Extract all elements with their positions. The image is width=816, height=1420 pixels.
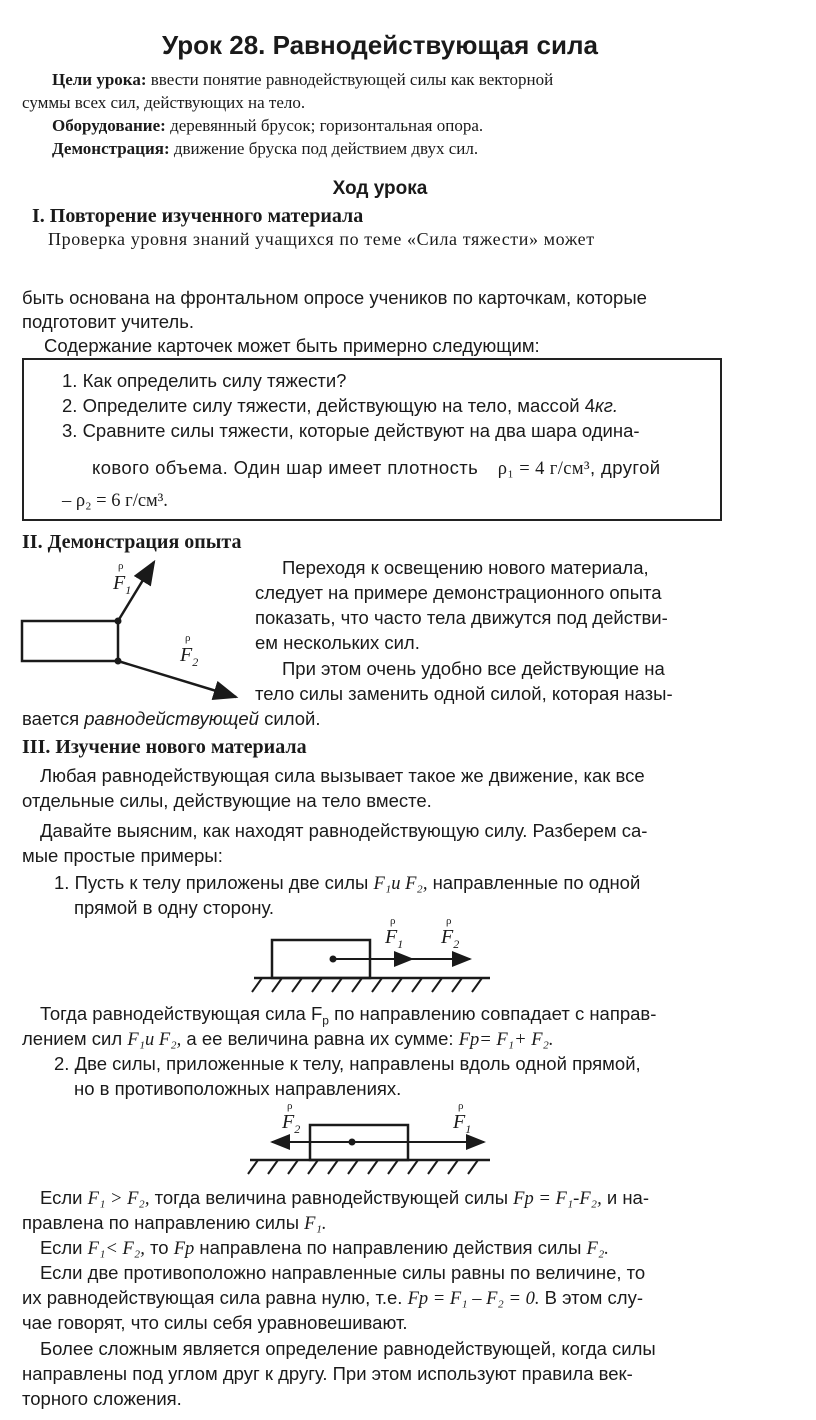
case-1-vars: F₁и F₂, [373, 874, 428, 894]
section-2-term: равнодействующей [84, 708, 259, 729]
demo-text: движение бруска под действием двух сил. [173, 139, 479, 158]
card-question-2-unit: кг. [595, 395, 619, 416]
result-1-vars: F₁и F₂, [127, 1030, 182, 1050]
demo-f2-vector-mark: ρ [185, 632, 191, 644]
card-question-3-suffix: , другой [589, 457, 661, 478]
if-1-line-1 [40, 1187, 649, 1210]
case-1-line-1 [54, 872, 640, 895]
if-2-line [40, 1237, 609, 1260]
if-1-line-2-var: F₁. [304, 1214, 327, 1234]
section-3-line-2: отдельные силы, действующие на тело вместе. [22, 790, 432, 811]
section-2-p1-line-3: показать, что часто тела движутся под действи- [255, 607, 668, 628]
final-line-3: торного сложения. [22, 1388, 182, 1409]
result-1-suffix: по направлению совпадает с направ- [334, 1003, 657, 1024]
result-1-sub: р [322, 1013, 329, 1028]
demo-f2-label: $F_2$ [180, 644, 199, 669]
if-2-suffix: направлена по направлению действия силы [199, 1237, 582, 1258]
final-line-2: направлены под углом друг к другу. При этом используют правила век- [22, 1363, 633, 1384]
section-2-heading: II. Демонстрация опыта [22, 531, 242, 553]
section-3-line-4: мые простые примеры: [22, 845, 223, 866]
card-question-1: 1. Как определить силу тяжести? [62, 370, 347, 391]
section-2-p2-suffix: силой. [264, 708, 321, 729]
same-dir-f1-label: $F_1$ [385, 926, 404, 951]
if-3-formula: Fр = F₁ – F₂ = 0. [407, 1289, 540, 1309]
course-heading: Ход урока [332, 178, 428, 199]
rho2-formula: – ρ₂ = 6 г/см³. [62, 491, 168, 511]
equipment-label: Оборудование: [52, 116, 166, 135]
section-1-line-3: подготовит учитель. [22, 311, 194, 332]
section-2-p2-line-1: При этом очень удобно все действующие на [282, 658, 665, 679]
result-1-formula: Fр= F₁+ F₂. [458, 1030, 554, 1050]
if-1-mid: тогда величина равнодействующей силы [154, 1187, 509, 1208]
card-question-2-text: 2. Определите силу тяжести, действующую на тело, массой 4 [62, 395, 596, 416]
same-dir-hatching [252, 978, 482, 992]
case-1-suffix: направленные по одной [432, 872, 641, 893]
if-3-line-2 [22, 1287, 643, 1310]
case-2-line-1: 2. Две силы, приложенные к телу, направлены вдоль одной прямой, [54, 1053, 641, 1074]
opp-dir-f2-label: $F_2$ [282, 1111, 301, 1136]
if-3-line-3: чае говорят, что силы себя уравновешивают. [22, 1312, 408, 1333]
section-3-line-3: Давайте выясним, как находят равнодействующую силу. Разберем са- [40, 820, 648, 841]
goals-label: Цели урока: [52, 70, 147, 89]
if-1-line-2 [22, 1212, 327, 1235]
if-1-suffix: и на- [606, 1187, 649, 1208]
if-3-suffix: В этом слу- [544, 1287, 643, 1308]
section-1-heading: I. Повторение изученного материала [32, 205, 364, 227]
result-1-prefix: лением сил [22, 1028, 123, 1049]
opp-dir-f1-vector-mark: ρ [458, 1100, 464, 1112]
card-question-3-line-1: 3. Сравните силы тяжести, которые действуют на два шара одина- [62, 420, 640, 441]
section-2-p1-line-1: Переходя к освещению нового материала, [282, 557, 649, 578]
if-3-prefix: их равнодействующая сила равна нулю, т.е. [22, 1287, 403, 1308]
section-3-heading: III. Изучение нового материала [22, 736, 307, 758]
if-2-var: Fр [173, 1239, 195, 1259]
rho1-formula: ρ₁ = 4 г/см³ [497, 459, 590, 479]
section-3-line-1: Любая равнодействующая сила вызывает такое же движение, как все [40, 765, 645, 786]
if-1-condition: F₁ > F₂, [87, 1189, 150, 1209]
section-2-p1-line-2: следует на примере демонстрационного опыта [255, 582, 662, 603]
demo-force-f2-arrow [118, 661, 236, 697]
case-1-prefix: 1. Пусть к телу приложены две силы [54, 872, 369, 893]
opp-dir-f2-vector-mark: ρ [287, 1100, 293, 1112]
same-dir-f2-vector-mark: ρ [446, 915, 452, 927]
result-1-line-2 [22, 1028, 554, 1051]
equipment-text: деревянный брусок; горизонтальная опора. [170, 116, 484, 135]
demo-block [22, 621, 118, 661]
if-2-prefix: Если [40, 1237, 83, 1258]
if-2-condition: F₁< F₂, [87, 1239, 145, 1259]
section-2-p2-prefix: вается [22, 708, 80, 729]
section-2-p2-line-2: тело силы заменить одной силой, которая назы- [255, 683, 673, 704]
if-2-end: F₂. [586, 1239, 609, 1259]
demo-f1-label: $F_1$ [113, 572, 132, 597]
goals-line-2: суммы всех сил, действующих на тело. [22, 93, 306, 112]
result-1-mid: а ее величина равна их сумме: [186, 1028, 454, 1049]
section-1-line-4: Содержание карточек может быть примерно следующим: [44, 335, 540, 356]
section-1-line-1: Проверка уровня знаний учащихся по теме «Сила тяжести» может [48, 229, 595, 249]
page-title: Урок 28. Равнодействующая сила [162, 30, 598, 60]
if-3-line-1: Если две противоположно направленные силы равны по величине, то [40, 1262, 646, 1283]
opp-dir-hatching [248, 1160, 478, 1174]
case-2-line-2: но в противоположных направлениях. [74, 1078, 402, 1099]
goals-text: ввести понятие равнодействующей силы как векторной [150, 70, 554, 89]
same-dir-f1-vector-mark: ρ [390, 915, 396, 927]
final-line-1: Более сложным является определение равнодействующей, когда силы [40, 1338, 656, 1359]
if-1-prefix: Если [40, 1187, 83, 1208]
if-1-formula: Fр = F₁-F₂, [513, 1189, 602, 1209]
result-1-text: Тогда равнодействующая сила F [40, 1003, 323, 1024]
if-1-line-2-text: правлена по направлению силы [22, 1212, 300, 1233]
case-1-line-2: прямой в одну сторону. [74, 897, 274, 918]
section-2-p2-line-3 [22, 708, 320, 730]
result-1-line-1 [40, 1003, 656, 1028]
section-2-p1-line-4: ем нескольких сил. [255, 632, 420, 653]
if-2-mid: то [150, 1237, 169, 1258]
demo-label: Демонстрация: [52, 139, 170, 158]
section-1-line-2: быть основана на фронтальном опросе учеников по карточкам, которые [22, 287, 647, 308]
same-dir-f2-label: $F_2$ [441, 926, 460, 951]
opp-dir-f1-label: $F_1$ [453, 1111, 472, 1136]
demo-f1-vector-mark: ρ [118, 560, 124, 572]
card-question-3-text: кового объема. Один шар имеет плотность [92, 457, 479, 478]
